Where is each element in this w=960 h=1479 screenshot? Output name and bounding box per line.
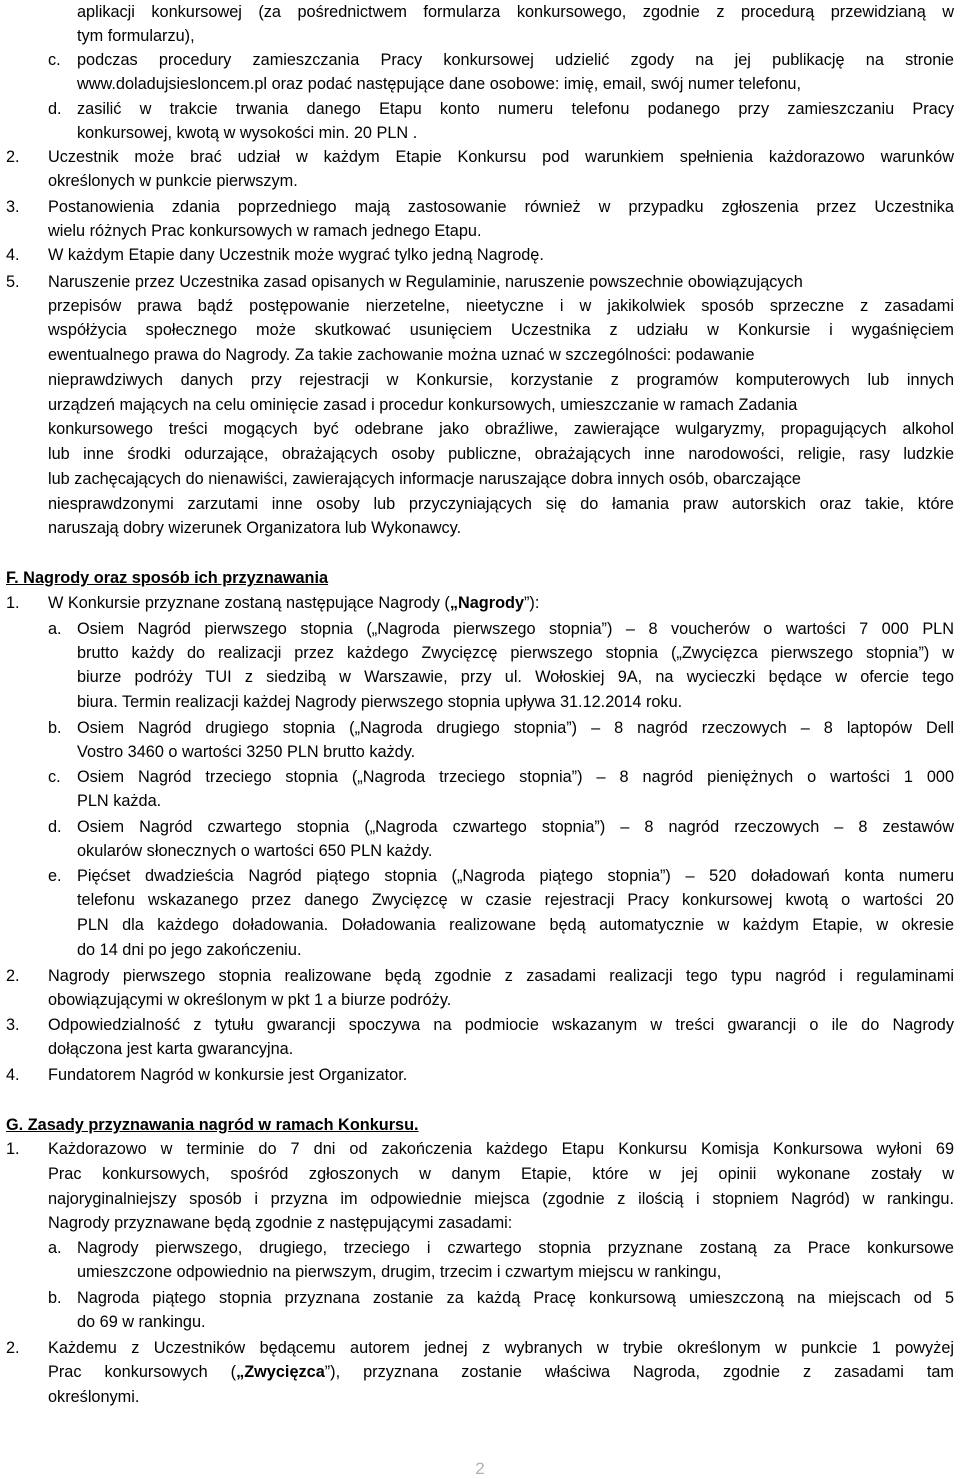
text-line bbox=[48, 1360, 954, 1384]
text-run: W Konkursie przyznane zostaną następujące Nagrody ( bbox=[48, 594, 450, 612]
list-marker: b. bbox=[48, 719, 62, 737]
list-marker: a. bbox=[48, 1239, 62, 1257]
text-line: Każdemu z Uczestników będącemu autorem jednej z wybranych w trybie określonym w punkcie 1 powyżej bbox=[48, 1339, 954, 1357]
text-line: Nagrody pierwszego, drugiego, trzeciego i czwartego stopnia przyznane zostaną za Prace konkursowe bbox=[77, 1239, 954, 1257]
text-line: urządzeń mających na celu ominięcie zasad i procedur konkursowych, umieszczanie w ramach Zadania bbox=[48, 396, 798, 414]
text-line: przepisów prawa bądź postępowanie nierzetelne, nieetyczne i w jakikolwiek sposób sprzeczne z zasadami bbox=[48, 297, 954, 315]
list-number: 2. bbox=[6, 967, 20, 985]
text-line: określonymi. bbox=[48, 1388, 140, 1406]
text-line: Każdorazowo w terminie do 7 dni od zakończenia każdego Etapu Konkursu Komisja Konkursowa wyłoni 69 bbox=[48, 1140, 954, 1158]
text-line: Osiem Nagród czwartego stopnia („Nagroda czwartego stopnia”) – 8 nagród rzeczowych – 8 zestawów bbox=[77, 818, 954, 836]
text-run: Prac konkursowych ( bbox=[48, 1363, 237, 1381]
list-marker: c. bbox=[48, 51, 61, 69]
list-number: 4. bbox=[6, 246, 20, 264]
list-number: 3. bbox=[6, 198, 20, 216]
text-line: aplikacji konkursowej (za pośrednictwem formularza konkursowego, zgodnie z procedurą przewidzianą w bbox=[77, 3, 954, 21]
text-line: telefonu wskazanego przez danego Zwycięzcę w czasie rejestracji Pracy konkursowej kwotą o wartości 20 bbox=[77, 891, 954, 909]
text-line: tym formularzu), bbox=[77, 27, 195, 45]
list-marker: b. bbox=[48, 1289, 62, 1307]
text-line: umieszczone odpowiednio na pierwszym, drugim, trzecim i czwartym miejscu w rankingu, bbox=[77, 1263, 722, 1281]
text-line: W każdym Etapie dany Uczestnik może wygrać tylko jedną Nagrodę. bbox=[48, 246, 544, 264]
text-line: najoryginalniejszy sposób i przyzna im odpowiednie miejsca (zgodnie z ilością i stopniem Nagród) w rankingu. bbox=[48, 1190, 954, 1208]
list-marker: a. bbox=[48, 620, 62, 638]
text-line: niesprawdzonymi zarzutami inne osoby lub przyczyniających się do łamania praw autorskich oraz takie, które bbox=[48, 495, 954, 513]
text-line: podczas procedury zamieszczania Pracy konkursowej udzielić zgody na jej publikację na stronie bbox=[77, 51, 954, 69]
list-number: 4. bbox=[6, 1066, 20, 1084]
list-marker: e. bbox=[48, 867, 62, 885]
text-line: PLN każda. bbox=[77, 792, 162, 810]
text-line: dołączona jest karta gwarancyjna. bbox=[48, 1040, 294, 1058]
page-number: 2 bbox=[475, 1459, 485, 1478]
text-line: ewentualnego prawa do Nagrody. Za takie zachowanie można uznać w szczególności: podawanie bbox=[48, 346, 755, 364]
text-line: konkursowej, kwotą w wysokości min. 20 PLN . bbox=[77, 124, 418, 142]
text-line: lub inne środki odurzające, obrażających osoby publiczne, obrażających inne narodowości, religie, rasy ludzkie bbox=[48, 445, 954, 463]
text-line: wielu różnych Prac konkursowych w ramach jednego Etapu. bbox=[48, 222, 482, 240]
bold-term: „Nagrody bbox=[449, 594, 525, 612]
list-number: 1. bbox=[6, 594, 20, 612]
text-line: obowiązującymi w określonym w pkt 1 a biurze podróży. bbox=[48, 991, 452, 1009]
bold-term: „Zwycięzca bbox=[236, 1363, 325, 1381]
text-line: biurze podróży TUI z siedzibą w Warszawie, przy ul. Wołoskiej 9A, na wycieczki będące w ofercie tego bbox=[77, 668, 954, 686]
text-line: nieprawdziwych danych przy rejestracji w Konkursie, korzystanie z programów komputerowych lub innych bbox=[48, 371, 954, 389]
text-line: naruszają dobry wizerunek Organizatora lub Wykonawcy. bbox=[48, 519, 462, 537]
list-marker: d. bbox=[48, 818, 62, 836]
text-line: konkursowego treści mogących być odebrane jako obraźliwe, zawierające wulgaryzmy, propagujących alkohol bbox=[48, 420, 954, 438]
text-line: Postanowienia zdania poprzedniego mają zastosowanie również w przypadku zgłoszenia przez Uczestnika bbox=[48, 198, 954, 216]
text-line: Osiem Nagród trzeciego stopnia („Nagroda trzeciego stopnia”) – 8 nagród pieniężnych o wartości 1 000 bbox=[77, 768, 954, 786]
list-number: 3. bbox=[6, 1016, 20, 1034]
text-line: zasilić w trakcie trwania danego Etapu konto numeru telefonu podanego przy zamieszczaniu Pracy bbox=[77, 100, 954, 118]
text-line: www.doladujsiesloncem.pl oraz podać następujące dane osobowe: imię, email, swój numer telefonu, bbox=[77, 75, 802, 93]
text-line: PLN dla każdego doładowania. Doładowania realizowane będą automatycznie w każdym Etapie, w okresie bbox=[77, 916, 954, 934]
list-number: 2. bbox=[6, 1339, 20, 1357]
list-marker: d. bbox=[48, 100, 62, 118]
text-line: Nagrody pierwszego stopnia realizowane będą zgodnie z zasadami realizacji tego typu nagród i regulaminami bbox=[48, 967, 954, 985]
list-marker: c. bbox=[48, 768, 61, 786]
text-line: Pięćset dwadzieścia Nagród piątego stopnia („Nagroda piątego stopnia”) – 520 doładowań konta numeru bbox=[77, 867, 954, 885]
text-line: Vostro 3460 o wartości 3250 PLN brutto każdy. bbox=[77, 743, 416, 761]
text-line: Prac konkursowych, spośród zgłoszonych w danym Etapie, które w jej opinii wykonane zostały w bbox=[48, 1165, 954, 1183]
text-line: współżycia społecznego może skutkować usunięciem Uczestnika z udziału w Konkursie i wygaśnięciem bbox=[48, 321, 954, 339]
text-line: Fundatorem Nagród w konkursie jest Organizator. bbox=[48, 1066, 408, 1084]
text-line: Osiem Nagród drugiego stopnia („Nagroda drugiego stopnia”) – 8 nagród rzeczowych – 8 laptopów Dell bbox=[77, 719, 954, 737]
text-line: okularów słonecznych o wartości 650 PLN każdy. bbox=[77, 842, 433, 860]
list-number: 1. bbox=[6, 1140, 20, 1158]
section-heading-f: F. Nagrody oraz sposób ich przyznawania bbox=[6, 569, 329, 587]
text-line: Nagrody przyznawane będą zgodnie z następującymi zasadami: bbox=[48, 1214, 513, 1232]
text-line: biura. Termin realizacji każdej Nagrody pierwszego stopnia upływa 31.12.2014 roku. bbox=[77, 693, 683, 711]
text-line bbox=[48, 591, 539, 615]
text-line: do 14 dni po jego zakończeniu. bbox=[77, 941, 302, 959]
text-line: Osiem Nagród pierwszego stopnia („Nagroda pierwszego stopnia”) – 8 voucherów o wartości 7 000 PLN bbox=[77, 620, 954, 638]
text-line: lub zachęcających do nienawiści, zawierających informacje naruszające dobra innych osób, obarczające bbox=[48, 470, 801, 488]
text-line: do 69 w rankingu. bbox=[77, 1313, 206, 1331]
text-line: brutto każdy do realizacji przez każdego Zwycięzcę pierwszego stopnia („Zwycięzca pierwszego stopnia”) w bbox=[77, 644, 954, 662]
text-line: Naruszenie przez Uczestnika zasad opisanych w Regulaminie, naruszenie powszechnie obowiązujących bbox=[48, 273, 803, 291]
text-run: ”), przyznana zostanie właściwa Nagroda, zgodnie z zasadami tam bbox=[324, 1363, 954, 1381]
list-number: 5. bbox=[6, 273, 20, 291]
section-heading-g: G. Zasady przyznawania nagród w ramach Konkursu. bbox=[6, 1116, 419, 1134]
text-line: Uczestnik może brać udział w każdym Etapie Konkursu pod warunkiem spełnienia każdorazowo warunków bbox=[48, 148, 954, 166]
text-line: określonych w punkcie pierwszym. bbox=[48, 172, 298, 190]
text-line: Odpowiedzialność z tytułu gwarancji spoczywa na podmiocie wskazanym w treści gwarancji o ile do Nagrody bbox=[48, 1016, 954, 1034]
text-line: Nagroda piątego stopnia przyznana zostanie za każdą Pracę konkursową umieszczoną na miejscach od 5 bbox=[77, 1289, 954, 1307]
text-run: ”): bbox=[524, 594, 540, 612]
list-number: 2. bbox=[6, 148, 20, 166]
